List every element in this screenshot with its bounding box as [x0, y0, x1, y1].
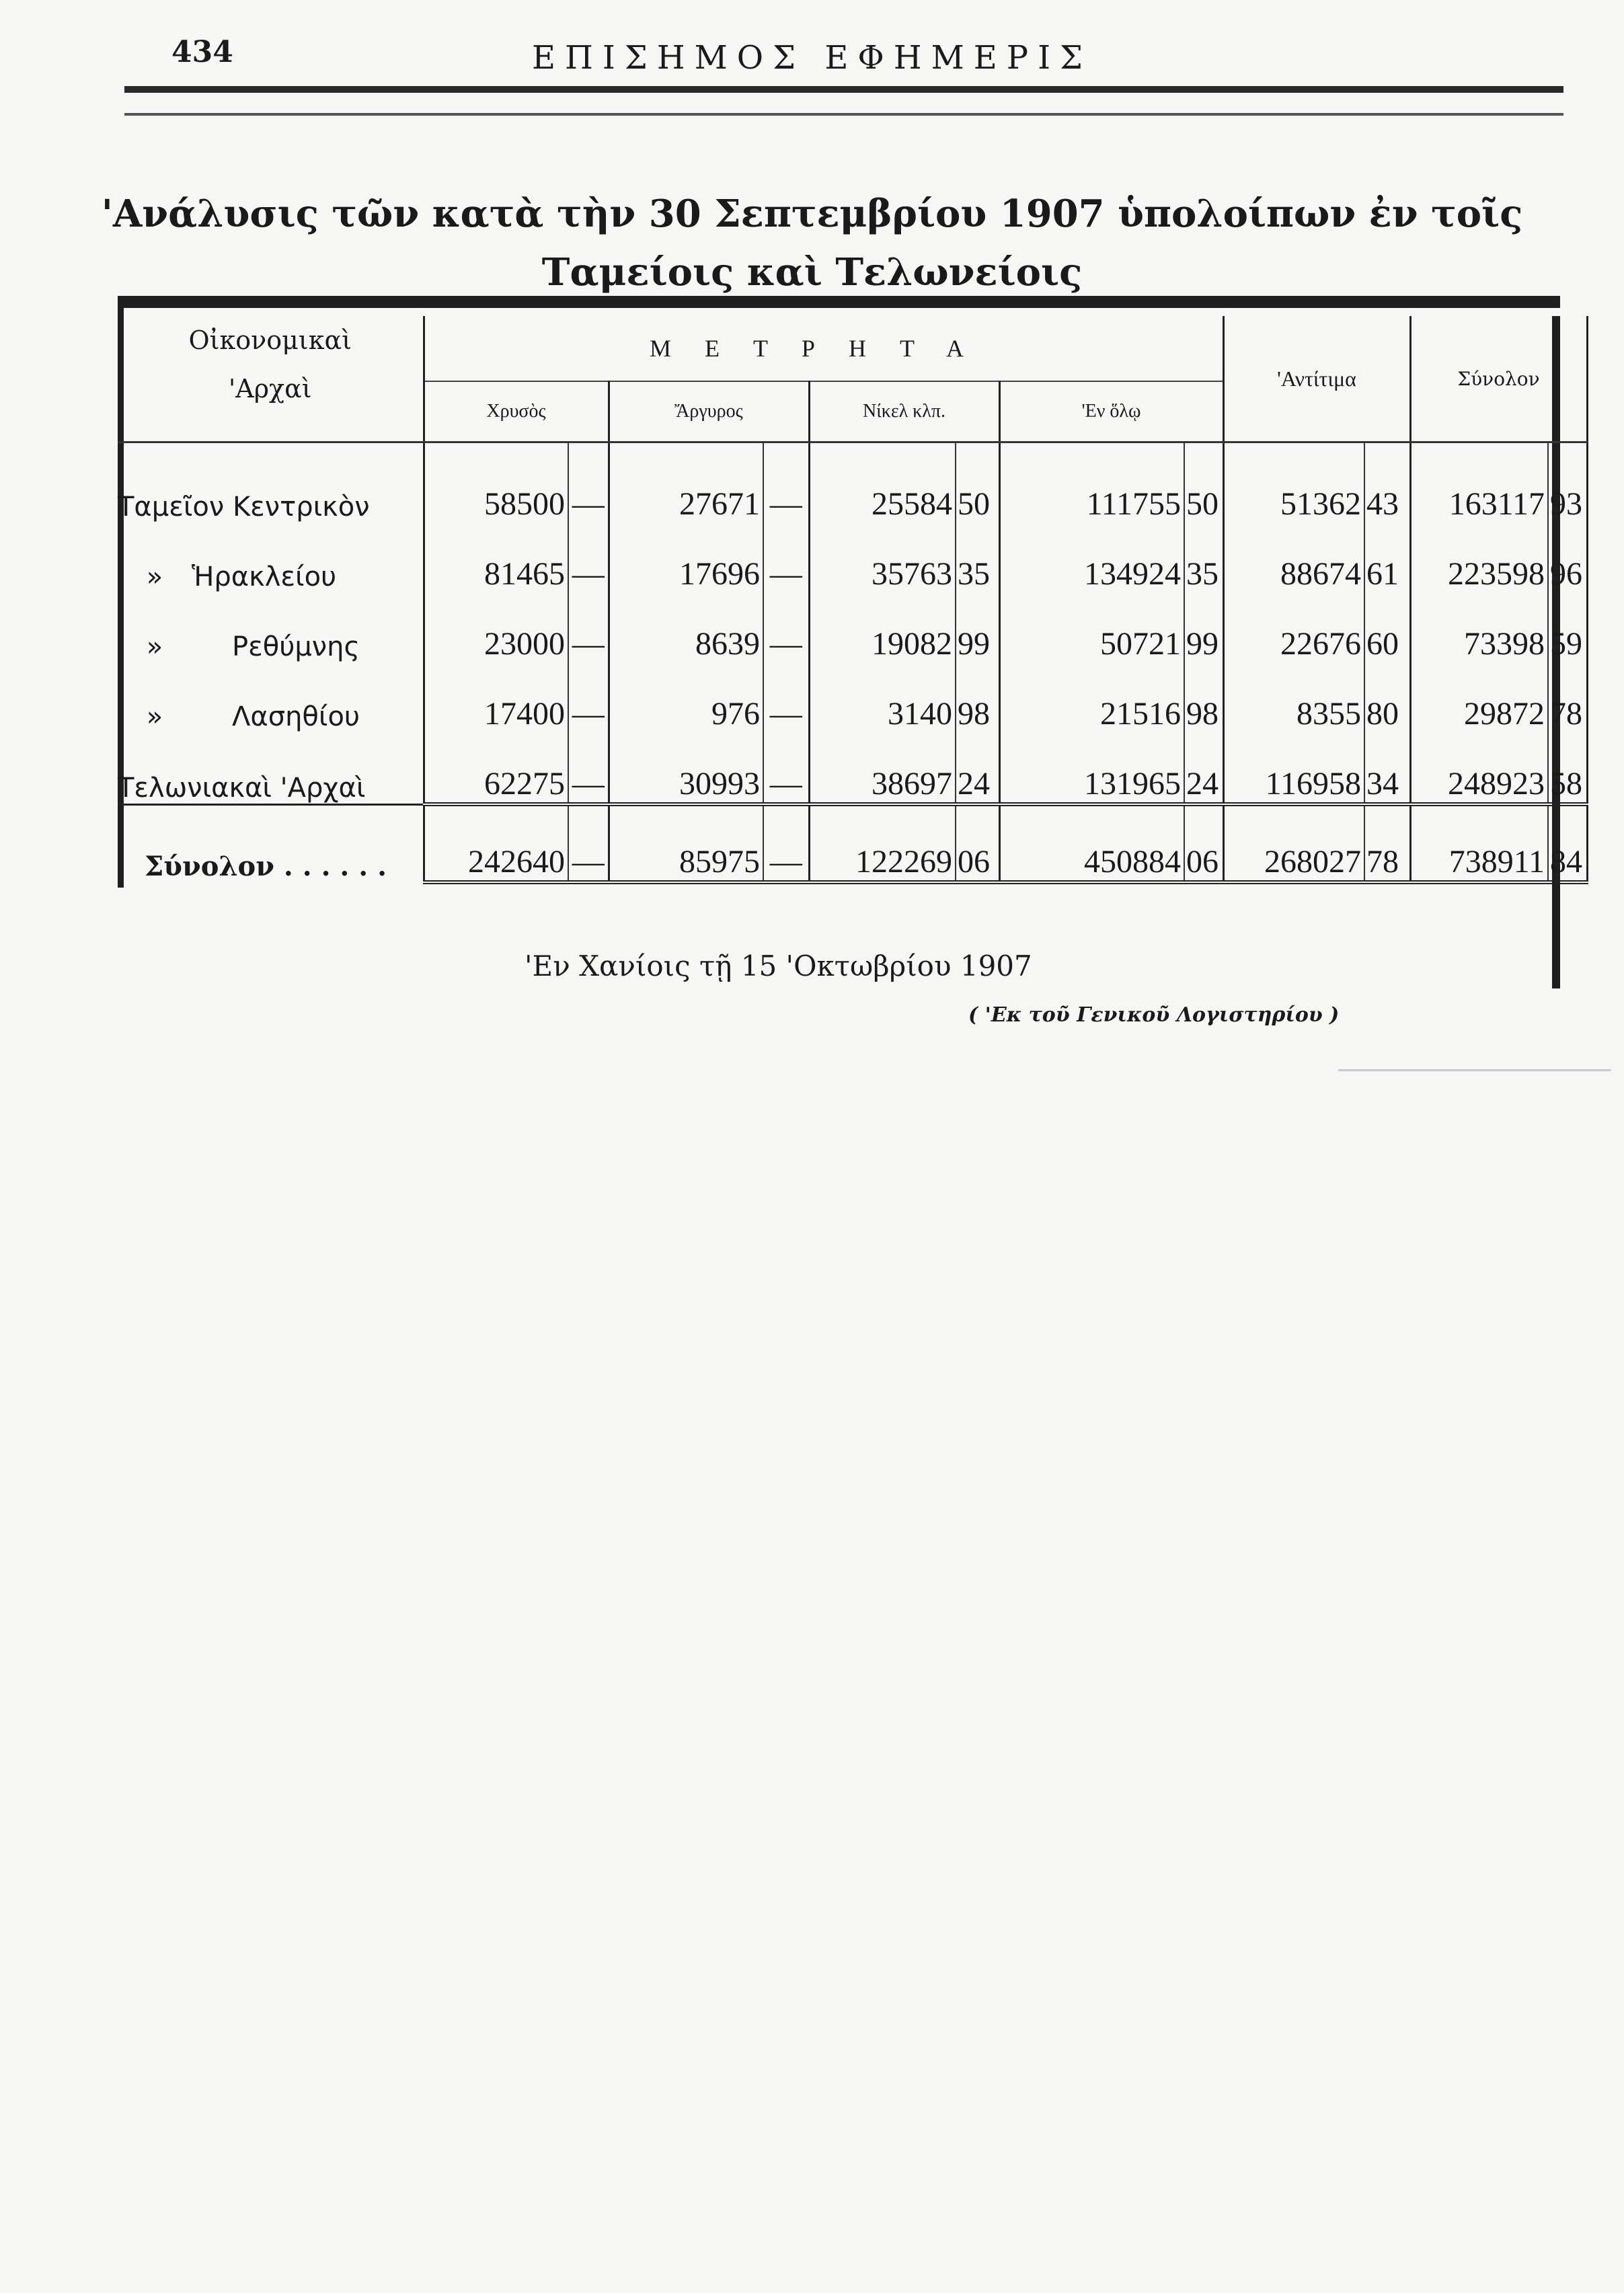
header-rule — [124, 86, 1563, 93]
nickel-decimal: 35 — [956, 522, 999, 592]
row-name — [118, 732, 424, 804]
row-name-label: Λασηθίου — [232, 701, 360, 732]
silver-dash: — — [763, 732, 809, 804]
gold-value: 81465 — [424, 522, 568, 592]
total-cash-value: 50721 — [999, 592, 1184, 662]
page-number: 434 — [171, 35, 233, 69]
gold-total: 242640 — [424, 804, 568, 882]
gold-total-dash: — — [568, 804, 609, 882]
nickel-value: 38697 — [809, 732, 956, 804]
total-row-label: Σύνολον . . . . . . — [145, 851, 387, 882]
total-cash-total-decimal: 06 — [1184, 804, 1223, 882]
row-name — [118, 592, 424, 662]
sum-value: 248923 — [1410, 732, 1548, 804]
table-row — [118, 592, 1587, 662]
gold-dash: — — [568, 732, 609, 804]
equivalents-total: 268027 — [1223, 804, 1364, 882]
nickel-value: 19082 — [809, 592, 956, 662]
gold-value: 23000 — [424, 592, 568, 662]
sum-decimal: 58 — [1548, 732, 1587, 804]
nickel-decimal: 50 — [956, 442, 999, 523]
equivalents-value: 88674 — [1223, 522, 1364, 592]
document-title-line1: 'Ανάλυσις τῶν κατὰ τὴν 30 Σεπτεμβρίου 1907 ὑπολοίπων ἐν τοῖς — [101, 192, 1523, 236]
table-row — [118, 662, 1587, 732]
ditto-mark: » — [146, 701, 163, 732]
publication-title: ΕΠΙΣΗΜΟΣ ΕΦΗΜΕΡΙΣ — [532, 39, 1092, 77]
silver-value: 27671 — [609, 442, 763, 523]
equivalents-value: 51362 — [1223, 442, 1364, 523]
sum-decimal: 78 — [1548, 662, 1587, 732]
equivalents-header: 'Αντίτιμα — [1223, 316, 1410, 442]
total-cash-value: 134924 — [999, 522, 1184, 592]
sum-decimal: 96 — [1548, 522, 1587, 592]
nickel-header: Νίκελ κλπ. — [809, 381, 999, 442]
gold-dash: — — [568, 442, 609, 523]
nickel-total-decimal: 06 — [956, 804, 999, 882]
nickel-total: 122269 — [809, 804, 956, 882]
row-name-label: Ταμεῖον Κεντρικὸν — [118, 492, 370, 522]
silver-total-dash: — — [763, 804, 809, 882]
gold-value: 58500 — [424, 442, 568, 523]
sum-value: 163117 — [1410, 442, 1548, 523]
total-cash-value: 111755 — [999, 442, 1184, 523]
nickel-decimal: 24 — [956, 732, 999, 804]
row-name — [118, 442, 424, 523]
header-rule-thin — [124, 113, 1563, 116]
total-cash-value: 131965 — [999, 732, 1184, 804]
document-title-line2: Ταμείοις καὶ Τελωνείοις — [541, 250, 1083, 295]
silver-header: Ἄργυρος — [609, 381, 809, 442]
gold-dash: — — [568, 522, 609, 592]
total-cash-decimal: 24 — [1184, 732, 1223, 804]
metrita-header: ΜΕΤΡΗΤΑ — [424, 316, 1223, 381]
sum-decimal: 59 — [1548, 592, 1587, 662]
table-top-rule — [118, 296, 1560, 308]
total-row — [118, 804, 1587, 882]
silver-dash: — — [763, 662, 809, 732]
sum-decimal: 93 — [1548, 442, 1587, 523]
place-date-line: 'Εν Χανίοις τῇ 15 'Οκτωβρίου 1907 — [525, 949, 1032, 982]
table-row — [118, 442, 1587, 523]
equivalents-value: 8355 — [1223, 662, 1364, 732]
row-name-label: Ρεθύμνης — [232, 631, 360, 662]
equivalents-decimal: 43 — [1364, 442, 1410, 523]
silver-value: 30993 — [609, 732, 763, 804]
total-cash-decimal: 50 — [1184, 442, 1223, 523]
equivalents-decimal: 61 — [1364, 522, 1410, 592]
sum-value: 73398 — [1410, 592, 1548, 662]
row-name — [118, 662, 424, 732]
sum-value: 29872 — [1410, 662, 1548, 732]
nickel-decimal: 99 — [956, 592, 999, 662]
balance-table — [118, 316, 1588, 884]
gold-dash: — — [568, 662, 609, 732]
total-cash-decimal: 35 — [1184, 522, 1223, 592]
total-cash-value: 21516 — [999, 662, 1184, 732]
nickel-value: 35763 — [809, 522, 956, 592]
nickel-value: 25584 — [809, 442, 956, 523]
sum-header: Σύνολον — [1410, 316, 1587, 442]
gold-value: 62275 — [424, 732, 568, 804]
total-cash-decimal: 98 — [1184, 662, 1223, 732]
gold-value: 17400 — [424, 662, 568, 732]
gold-dash: — — [568, 592, 609, 662]
equivalents-decimal: 34 — [1364, 732, 1410, 804]
equivalents-total-decimal: 78 — [1364, 804, 1410, 882]
sum-total-decimal: 84 — [1548, 804, 1587, 882]
silver-value: 8639 — [609, 592, 763, 662]
row-name-label: Ἡρακλείου — [192, 561, 337, 592]
ditto-mark: » — [146, 631, 163, 662]
silver-dash: — — [763, 592, 809, 662]
ditto-mark: » — [146, 561, 163, 592]
nickel-decimal: 98 — [956, 662, 999, 732]
silver-total: 85975 — [609, 804, 763, 882]
total-row-name — [118, 804, 424, 882]
org-header-line2: 'Αρχαὶ — [228, 374, 312, 403]
org-column-header — [118, 316, 424, 442]
row-name-label: Τελωνιακαὶ 'Αρχαὶ — [118, 772, 366, 804]
total-cash-header: 'Εν ὅλῳ — [999, 381, 1223, 442]
total-cash-decimal: 99 — [1184, 592, 1223, 662]
equivalents-decimal: 60 — [1364, 592, 1410, 662]
header-row-top — [118, 316, 1587, 381]
silver-dash: — — [763, 522, 809, 592]
balance-table-frame — [118, 296, 1583, 988]
sum-total: 738911 — [1410, 804, 1548, 882]
silver-value: 17696 — [609, 522, 763, 592]
equivalents-decimal: 80 — [1364, 662, 1410, 732]
silver-dash: — — [763, 442, 809, 523]
table-row — [118, 522, 1587, 592]
silver-value: 976 — [609, 662, 763, 732]
total-cash-total: 450884 — [999, 804, 1184, 882]
row-name — [118, 522, 424, 592]
bleed-through-decoration: ───────────── — [1338, 1053, 1611, 1086]
source-note: ( 'Εκ τοῦ Γενικοῦ Λογιστηρίου ) — [968, 1003, 1340, 1027]
equivalents-value: 22676 — [1223, 592, 1364, 662]
table-row — [118, 732, 1587, 804]
nickel-value: 3140 — [809, 662, 956, 732]
gold-header: Χρυσὸς — [424, 381, 609, 442]
org-header-line1: Οἰκονομικαὶ — [188, 325, 352, 355]
sum-value: 223598 — [1410, 522, 1548, 592]
equivalents-value: 116958 — [1223, 732, 1364, 804]
